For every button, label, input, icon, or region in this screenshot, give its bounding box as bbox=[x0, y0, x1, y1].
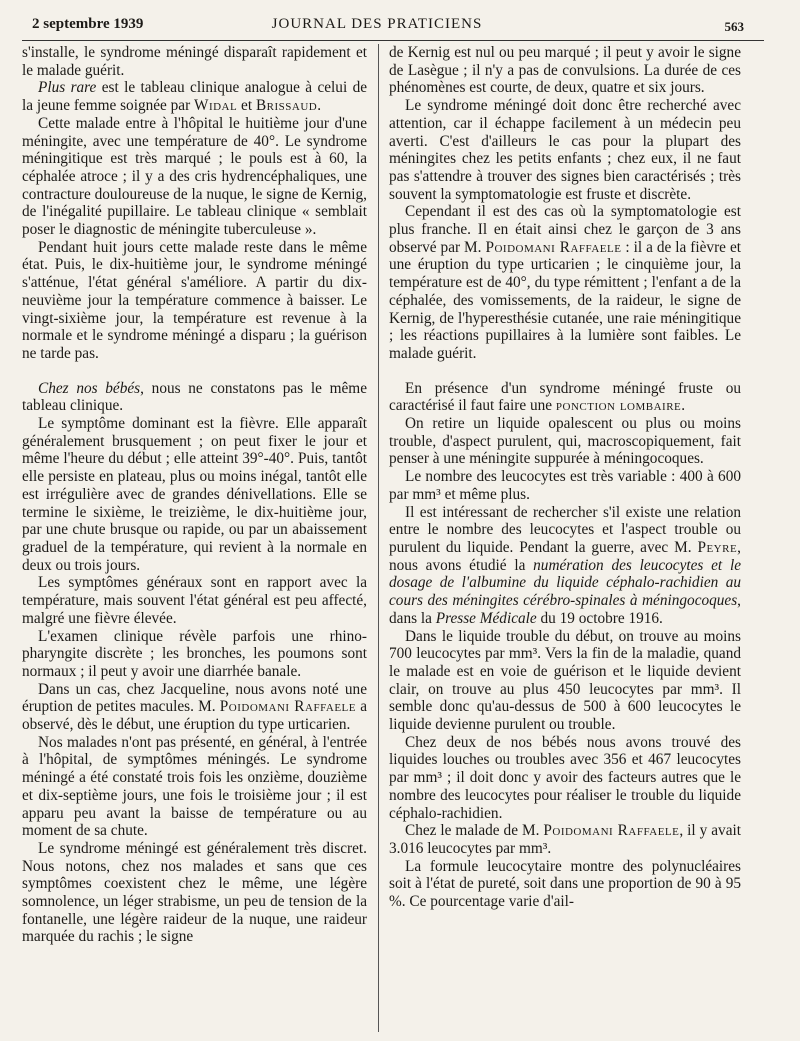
paragraph bbox=[389, 504, 741, 628]
paragraph-text: , nous avons étudié la bbox=[389, 538, 741, 574]
paragraph: Dans le liquide trouble du début, on trouve au moins 700 leucocytes par mm³. Vers la fin de la maladie, quand le malade est en voie de guérison et le liquide devient clair, on trouve au plus 450 leucocytes par mm³. Il semble donc qu'au-dessus de 500 à 600 leucocytes le liquide devienne purulent ou trouble. bbox=[389, 627, 741, 734]
paragraph: On retire un liquide opalescent ou plus ou moins trouble, d'aspect purulent, qui, macroscopiquement, fait penser à une méningite suppurée à méningocoques. bbox=[389, 415, 741, 468]
paragraph-text: Il est intéressant de rechercher s'il existe une relation entre le nombre des leucocytes et l'aspect trouble ou purulent du liquide. Pendant la guerre, avec M. bbox=[389, 503, 741, 556]
column-divider bbox=[378, 44, 379, 1032]
author-name: Poidomani Raffaele bbox=[543, 822, 680, 840]
paragraph bbox=[22, 380, 367, 415]
paragraph-text: , nous ne constatons pas le même tableau clinique. bbox=[22, 379, 367, 415]
paragraph bbox=[389, 203, 741, 362]
header-rule bbox=[22, 40, 764, 41]
paragraph-text: : il a de la fièvre et une éruption du type urticarien ; le cinquième jour, la température est de 40°, du type rémittent ; l'enfant a de la céphalée, des vomissements, de la raideur, le signe de Kernig, de l'hyperesthésie cutanée, une raie méningitique ; les réactions pupillaires à la lumière sont faibles. Le malade guérit. bbox=[389, 238, 741, 362]
paragraph bbox=[389, 822, 741, 857]
paragraph bbox=[22, 681, 367, 734]
author-name: Brissaud bbox=[255, 97, 318, 115]
journal-title: JOURNAL DES PRATICIENS bbox=[271, 16, 483, 32]
paragraph-text: Chez le malade de M. bbox=[405, 822, 544, 840]
paragraph: La formule leucocytaire montre des polynucléaires soit à l'état de pureté, soit dans une proportion de 90 à 95 %. Ce pourcentage varie d'ail- bbox=[389, 857, 741, 911]
paragraph: Pendant huit jours cette malade reste dans le même état. Puis, le dix-huitième jour, le syndrome méningé s'atténue, l'état général s'améliore. A partir du dix-neuvième jour la température commence à baisser. Le vingt-sixième jour, la température est revenue à la normale et le syndrome méningé a disparu ; la guérison ne tarde pas. bbox=[22, 238, 367, 362]
paragraph: Le syndrome méningé est généralement très discret. Nous notons, chez nos malades et sans que ces symptômes coexistent chez le même, une légère somnolence, un léger strabisme, un peu de tension de la fontanelle, une légère raideur de la nuque, une raideur marquée du rachis ; le signe bbox=[22, 839, 367, 946]
paragraph: Chez deux de nos bébés nous avons trouvé des liquides louches ou troubles avec 356 et 467 leucocytes par mm³ ; il doit donc y avoir des facteurs autres que le nombre des leucocytes pour réaliser le trouble du liquide céphalo-rachidien. bbox=[389, 733, 741, 822]
paragraph-text: , il y avait 3.016 leucocytes par mm³. bbox=[389, 822, 741, 857]
paragraph-text: , dans la bbox=[389, 592, 741, 627]
author-name: Poidomani Raffaele bbox=[219, 698, 356, 716]
paragraph: Nos malades n'ont pas présenté, en général, à l'entrée à l'hôpital, de symptômes méningés. Le syndrome méningé a été constaté trois fois les onzième, douzième et dix-septième jours, une fois le troisième jour ; il est apparu peu avant la baisse de température ou au moment de sa chute. bbox=[22, 733, 367, 840]
page-number: 563 bbox=[724, 19, 744, 34]
paragraph: Le syndrome méningé doit donc être recherché avec attention, car il échappe facilement à un médecin peu averti. C'est d'ailleurs le cas pour la plupart des méningites chez les petits enfants ; chez eux, il ne faut pas s'attendre à trouver des signes bien caractérisés ; très souvent la symptomatologie est fruste et discrète. bbox=[389, 97, 741, 203]
paragraph: Le nombre des leucocytes est très variable : 400 à 600 par mm³ et même plus. bbox=[389, 468, 741, 503]
author-name: Peyre bbox=[697, 538, 738, 556]
paragraph bbox=[22, 79, 367, 114]
paragraph-text: et bbox=[237, 97, 256, 115]
paragraph-text: Dans un cas, chez Jacqueline, nous avons noté une éruption de petites macules. M. bbox=[22, 680, 367, 716]
left-column bbox=[22, 44, 367, 1032]
procedure-name: ponction lombaire bbox=[555, 397, 682, 415]
paragraph bbox=[389, 380, 741, 415]
paragraph-text: . bbox=[681, 397, 686, 415]
paragraph: Cette malade entre à l'hôpital le huitième jour d'une méningite, avec une température de 40°. Le syndrome méningitique est très marqué ; le pouls est à 60, la céphalée atroce ; il y a des cris hydrencéphaliques, une contracture douloureuse de la nuque, le signe de Kernig, de l'inégalité pupillaire. Le tableau clinique « semblait poser le diagnostic de méningite tuberculeuse ». bbox=[22, 114, 367, 239]
paragraph: Les symptômes généraux sont en rapport avec la température, mais souvent l'état général est peu affecté, malgré une fièvre élevée. bbox=[22, 574, 367, 627]
cited-journal: Presse Médicale bbox=[435, 609, 537, 627]
paragraph: s'installe, le syndrome méningé disparaît rapidement et le malade guérit. bbox=[22, 44, 367, 79]
paragraph: Le symptôme dominant est la fièvre. Elle apparaît généralement brusquement ; on peut fixer le jour et même l'heure du début ; elle atteint 39°-40°. Puis, tantôt elle persiste en plateau, plus ou moins inégal, tantôt elle est irrégulière avec de grandes dénivellations. Elle se termine le sixième, le treizième, le dix-huitième jour, par une chute brusque ou rapide, ou par un abaissement graduel de la température, qui revient à la normale en deux ou trois jours. bbox=[22, 415, 367, 574]
emphasis: Plus rare bbox=[38, 79, 97, 97]
paragraph-text: a observé, dès le début, une éruption du type urticarien. bbox=[22, 698, 367, 734]
author-name: Widal bbox=[194, 97, 238, 115]
running-header bbox=[32, 16, 744, 38]
paragraph: de Kernig est nul ou peu marqué ; il peut y avoir le signe de Lasègue ; il n'y a pas de convulsions. La durée de ces phénomènes est courte, de deux, quatre et six jours. bbox=[389, 44, 741, 97]
paragraph-text: Cependant il est des cas où la symptomatologie est plus franche. Il en était ainsi chez le garçon de 3 ans observé par M. bbox=[389, 203, 741, 256]
cited-title: numération des leucocytes et le dosage de l'albumine du liquide céphalo-rachidien au cours des méningites cérébro-spinales à méningocoques bbox=[389, 556, 741, 610]
author-name: Poidomani Raffaele bbox=[485, 238, 622, 256]
paragraph-text: . bbox=[317, 97, 322, 115]
paragraph-text: En présence d'un syndrome méningé fruste ou caractérisé il faut faire une bbox=[389, 379, 741, 415]
paragraph-text: est le tableau clinique analogue à celui de la jeune femme soignée par bbox=[22, 79, 367, 115]
issue-date: 2 septembre 1939 bbox=[32, 16, 144, 32]
paragraph: L'examen clinique révèle parfois une rhino-pharyngite discrète ; les bronches, les poumons sont normaux ; il peut y avoir une diarrhée banale. bbox=[22, 627, 367, 680]
paragraph-text: du 19 octobre 1916. bbox=[536, 609, 663, 627]
right-column bbox=[389, 44, 741, 1032]
emphasis: Chez nos bébés bbox=[38, 379, 141, 397]
